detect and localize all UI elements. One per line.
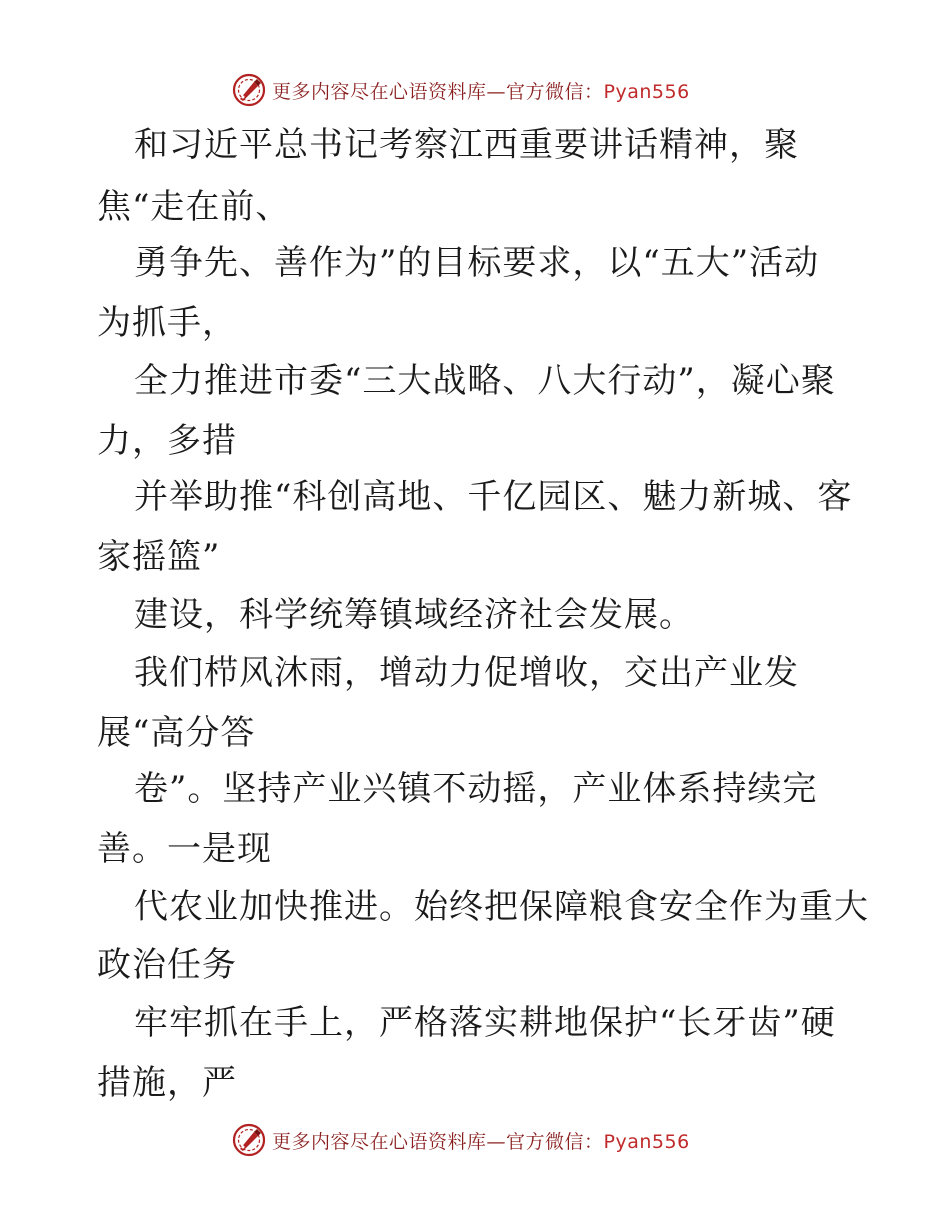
text-line: 建设，科学统筹镇域经济社会发展。 xyxy=(134,595,694,635)
header-banner xyxy=(232,72,690,108)
text-line: 勇争先、善作为”的目标要求，以“五大”活动 xyxy=(134,243,820,283)
banner-label: 更多内容尽在心语资料库—官方微信： xyxy=(272,80,604,103)
text-line: 和习近平总书记考察江西重要讲话精神，聚 xyxy=(134,125,799,165)
text-line: 代农业加快推进。始终把保障粮食安全作为重大 xyxy=(134,887,869,927)
banner-text xyxy=(272,77,690,104)
text-line: 家摇篮” xyxy=(97,537,221,577)
text-line: 措施，严 xyxy=(97,1063,237,1103)
text-line: 牢牢抓在手上，严格落实耕地保护“长牙齿”硬 xyxy=(134,1003,836,1043)
text-line: 我们栉风沐雨，增动力促增收，交出产业发 xyxy=(134,653,799,693)
text-line: 全力推进市委“三大战略、八大行动”，凝心聚 xyxy=(134,361,836,401)
banner-contact: Pyan556 xyxy=(603,80,690,103)
text-line: 力，多措 xyxy=(97,421,237,461)
banner-label: 更多内容尽在心语资料库—官方微信： xyxy=(272,1130,604,1153)
banner-text xyxy=(272,1127,690,1154)
banner-contact: Pyan556 xyxy=(603,1130,690,1153)
text-line: 焦“走在前、 xyxy=(97,187,291,227)
text-line: 为抓手， xyxy=(97,303,237,343)
text-line: 卷”。坚持产业兴镇不动摇，产业体系持续完 xyxy=(134,769,818,809)
text-line: 并举助推“科创高地、千亿园区、魅力新城、客 xyxy=(134,477,853,517)
text-line: 政治任务 xyxy=(97,945,237,985)
text-line: 展“高分答 xyxy=(97,713,256,753)
footer-banner xyxy=(232,1122,690,1158)
pen-nib-logo-icon xyxy=(232,1123,266,1157)
text-line: 善。一是现 xyxy=(97,829,272,869)
pen-nib-logo-icon xyxy=(232,73,266,107)
